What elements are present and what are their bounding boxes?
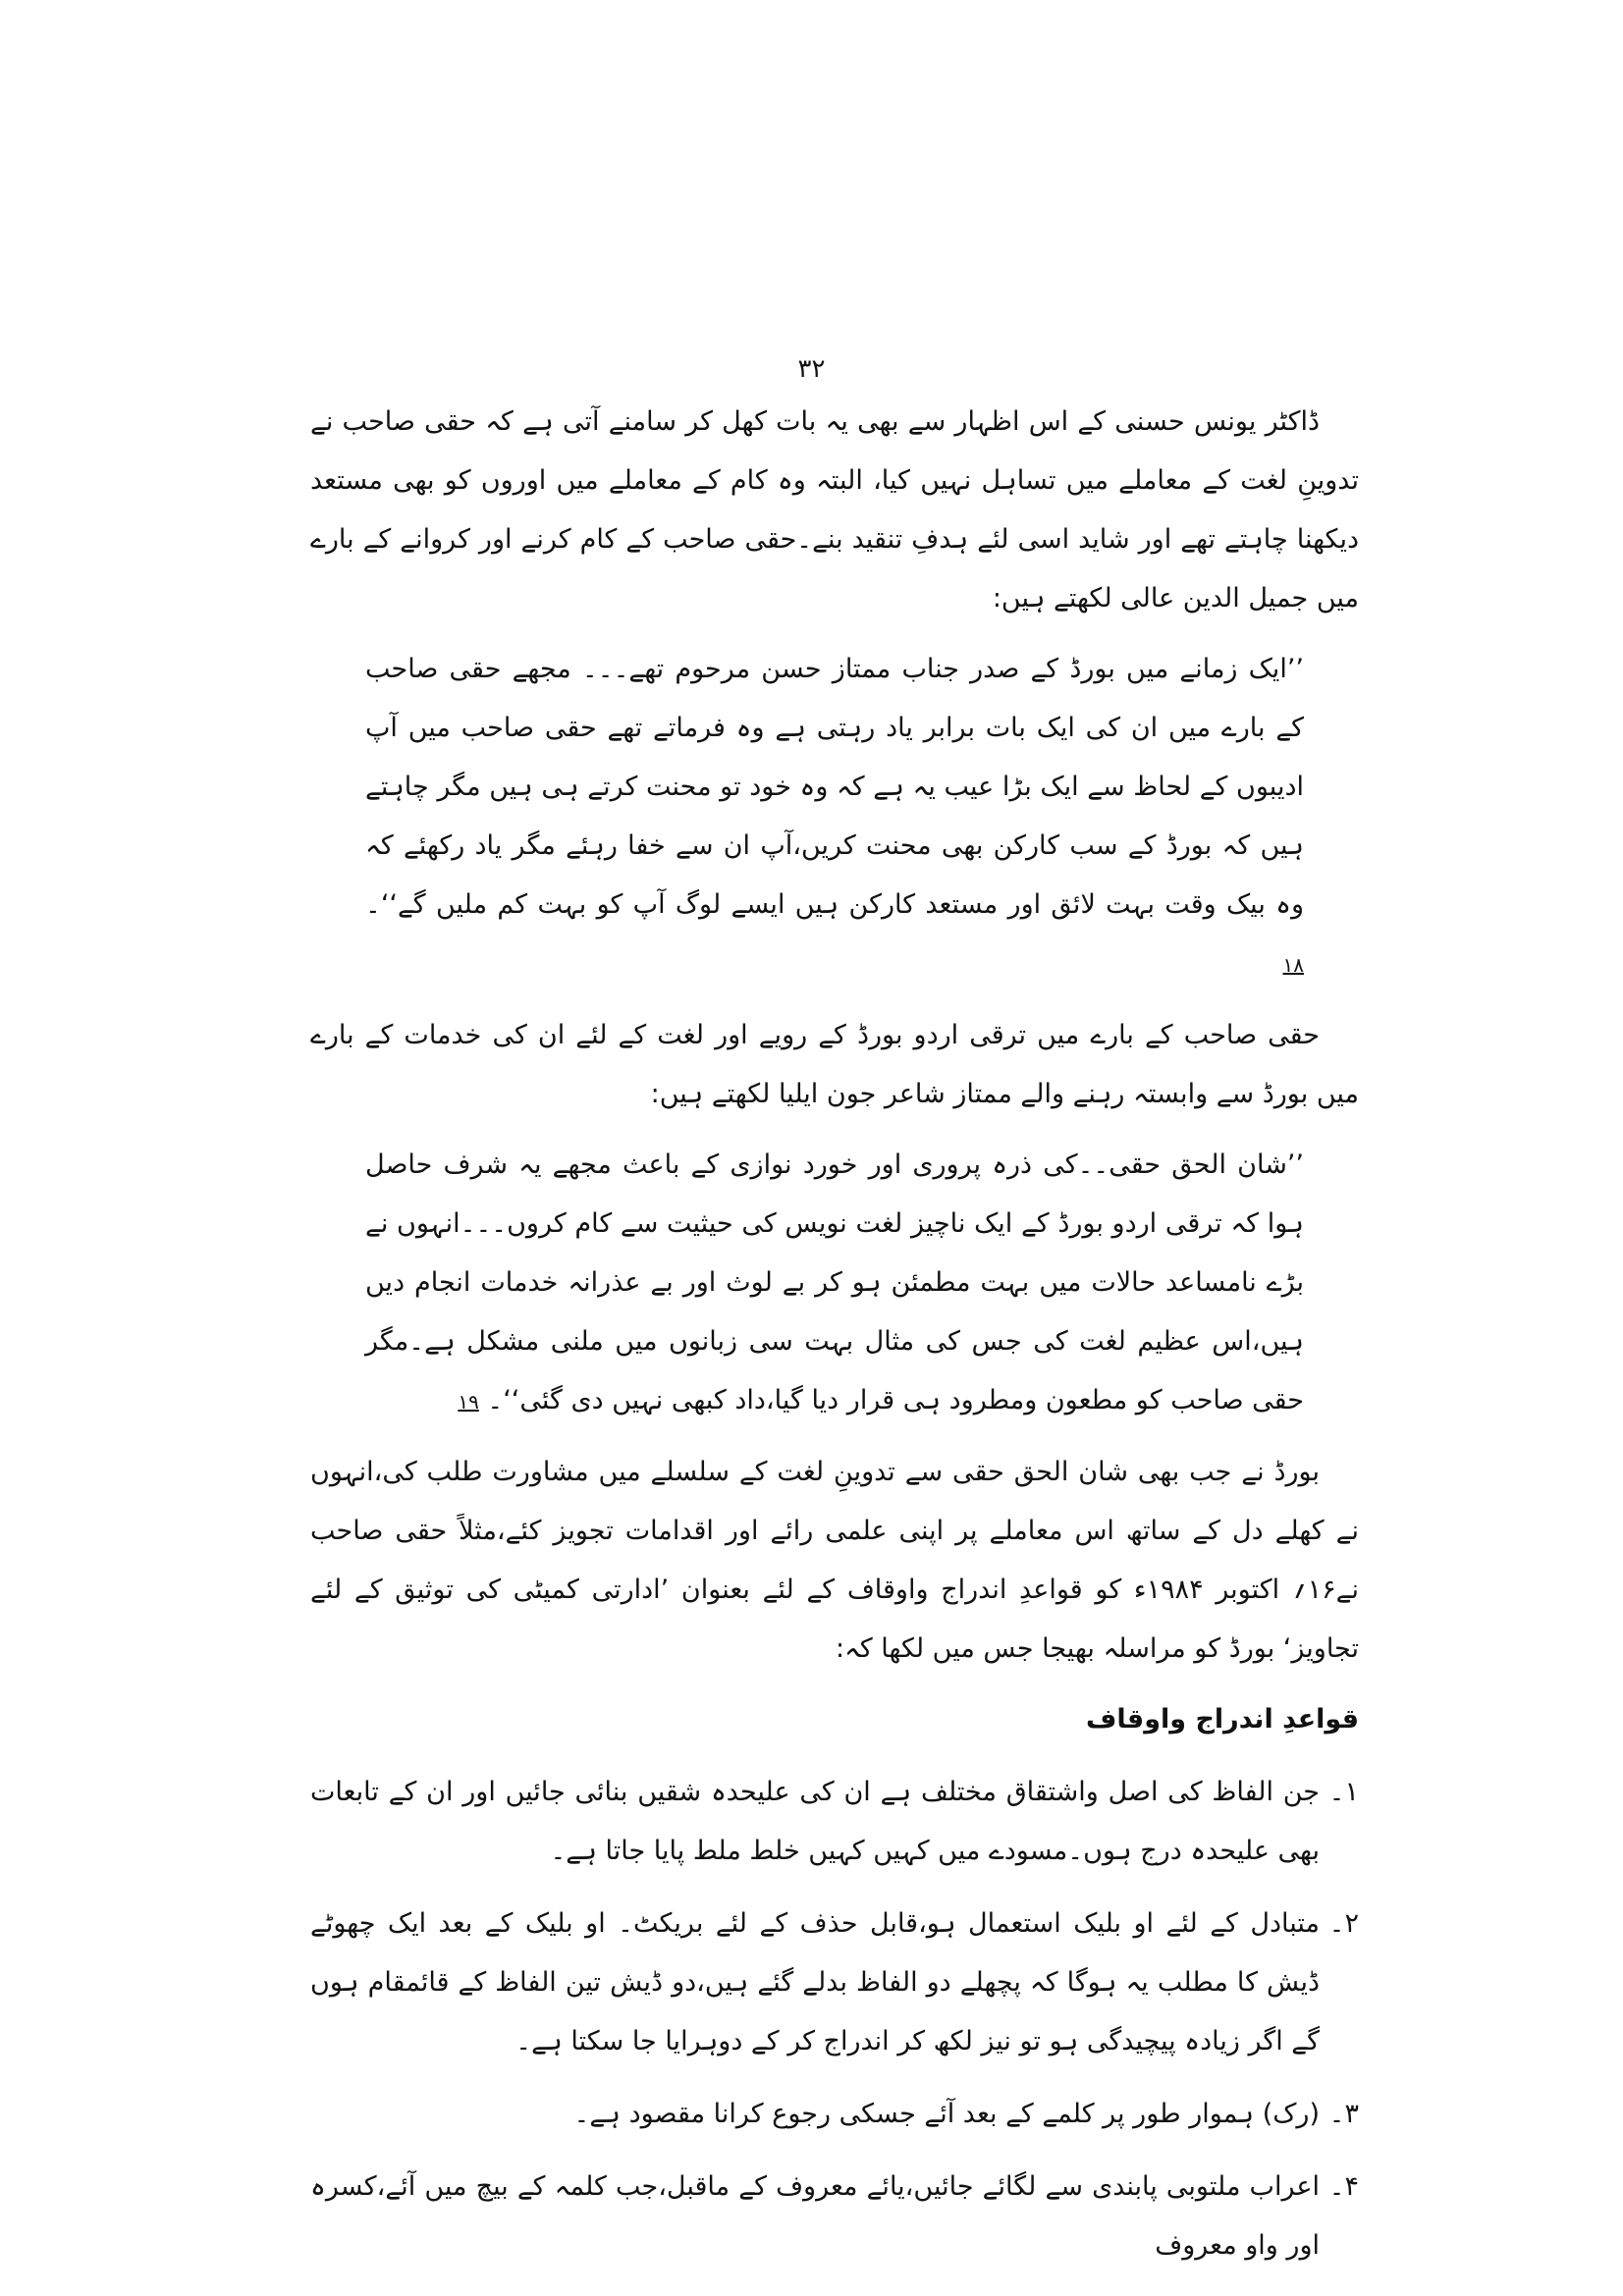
list-text: اعراب ملتوبی پابندی سے لگائے جائیں،یائے معروف کے ماقبل،جب کلمہ کے بیچ میں آئے،کسرہ اور واو معروف [310,2171,1320,2261]
paragraph-board: بورڈ نے جب بھی شان الحق حقی سے تدوینِ لغت کے سلسلے میں مشاورت طلب کی،انہوں نے کھلے دل کے ساتھ اس معاملے پر اپنی علمی رائے اور اقدامات تجویز کئے،مثلاً حقی صاحب نے۱۶؍ اکتوبر ۱۹۸۴ء کو قواعدِ اندراج واوقاف کے لئے بعنوان ’ادارتی کمیٹی کی توثیق کے لئے تجاویز‘ بورڈ کو مراسلہ بھیجا جس میں لکھا کہ: [310,1457,1359,1664]
list-text: متبادل کے لئے او بلیک استعمال ہو،قابل حذف کے لئے بریکٹ۔ او بلیک کے بعد ایک چھوٹے ڈیش کا مطلب یہ ہوگا کہ پچھلے دو الفاظ بدلے گئے ہیں،دو ڈیش تین الفاظ کے قائمقام ہوں گے اگر زیادہ پیچیدگی ہو تو نیز لکھ کر اندراج کر کے دوہرایا جا سکتا ہے۔ [310,1908,1320,2056]
paragraph-intro: ڈاکٹر یونس حسنی کے اس اظہار سے بھی یہ بات کھل کر سامنے آتی ہے کہ حقی صاحب نے تدوینِ لغت کے معاملے میں تساہل نہیں کیا، البتہ وہ کام کے معاملے میں اوروں کو بھی مستعد دیکھنا چاہتے تھے اور شاید اسی لئے ہدفِ تنقید بنے۔حقی صاحب کے کام کرنے اور کروانے کے بارے میں جمیل الدین عالی لکھتے ہیں: [310,406,1359,614]
list-number: ۳۔ [1328,2099,1359,2129]
list-item [310,1895,1359,2071]
footnote-ref: ۱۸ [1282,953,1304,977]
paragraph-jaun-elia: حقی صاحب کے بارے میں ترقی اردو بورڈ کے رویے اور لغت کے لئے ان کی خدمات کے بارے میں بورڈ سے وابستہ رہنے والے ممتاز شاعر جون ایلیا لکھتے ہیں: [310,1020,1359,1109]
list-text: جن الفاظ کی اصل واشتقاق مختلف ہے ان کی علیحدہ شقیں بنائی جائیں اور ان کے تابعات بھی علیحدہ درج ہوں۔مسودے میں کہیں کہیں خلط ملط پایا جاتا ہے۔ [310,1777,1320,1866]
block-quote-elia [365,1136,1304,1431]
list-number: ۱۔ [1328,1777,1359,1807]
list-text: (رک) ہموار طور پر کلمے کے بعد آئے جسکی رجوع کرانا مقصود ہے۔ [573,2099,1320,2129]
list-number: ۴۔ [1328,2171,1359,2202]
page-content [310,393,1359,2289]
list-item [310,1763,1359,1881]
section-heading: قواعدِ اندراج واوقاف [1086,1704,1359,1735]
block-quote-aali [365,640,1304,994]
list-item [310,2085,1359,2144]
rules-list [310,1763,1359,2275]
quote-text: ’’ایک زمانے میں بورڈ کے صدر جناب ممتاز حسن مرحوم تھے۔۔۔ مجھے حقی صاحب کے بارے میں ان کی ایک بات برابر یاد رہتی ہے وہ فرماتے تھے حقی صاحب میں آپ ادیبوں کے لحاظ سے ایک بڑا عیب یہ ہے کہ وہ خود تو محنت کرتے ہی ہیں مگر چاہتے ہیں کہ بورڈ کے سب کارکن بھی محنت کریں،آپ ان سے خفا رہئے مگر یاد رکھئے کہ وہ بیک وقت بہت لائق اور مستعد کارکن ہیں ایسے لوگ آپ کو بہت کم ملیں گے‘‘۔ [365,654,1304,920]
list-number: ۲۔ [1328,1908,1359,1939]
page-number: ۳۲ [797,354,826,384]
list-item [310,2158,1359,2275]
quote-text: ’’شان الحق حقی۔۔کی ذرہ پروری اور خورد نوازی کے باعث مجھے یہ شرف حاصل ہوا کہ ترقی اردو بورڈ کے ایک ناچیز لغت نویس کی حیثیت سے کام کروں۔۔۔انہوں نے بڑے نامساعد حالات میں بہت مطمئن ہو کر بے لوث اور بے عذرانہ خدمات انجام دیں ہیں،اس عظیم لغت کی جس کی مثال بہت سی زبانوں میں ملنی مشکل ہے۔مگر حقی صاحب کو مطعون ومطرود ہی قرار دیا گیا،داد کبھی نہیں دی گئی‘‘۔ [365,1149,1304,1415]
footnote-ref: ۱۹ [458,1390,479,1414]
